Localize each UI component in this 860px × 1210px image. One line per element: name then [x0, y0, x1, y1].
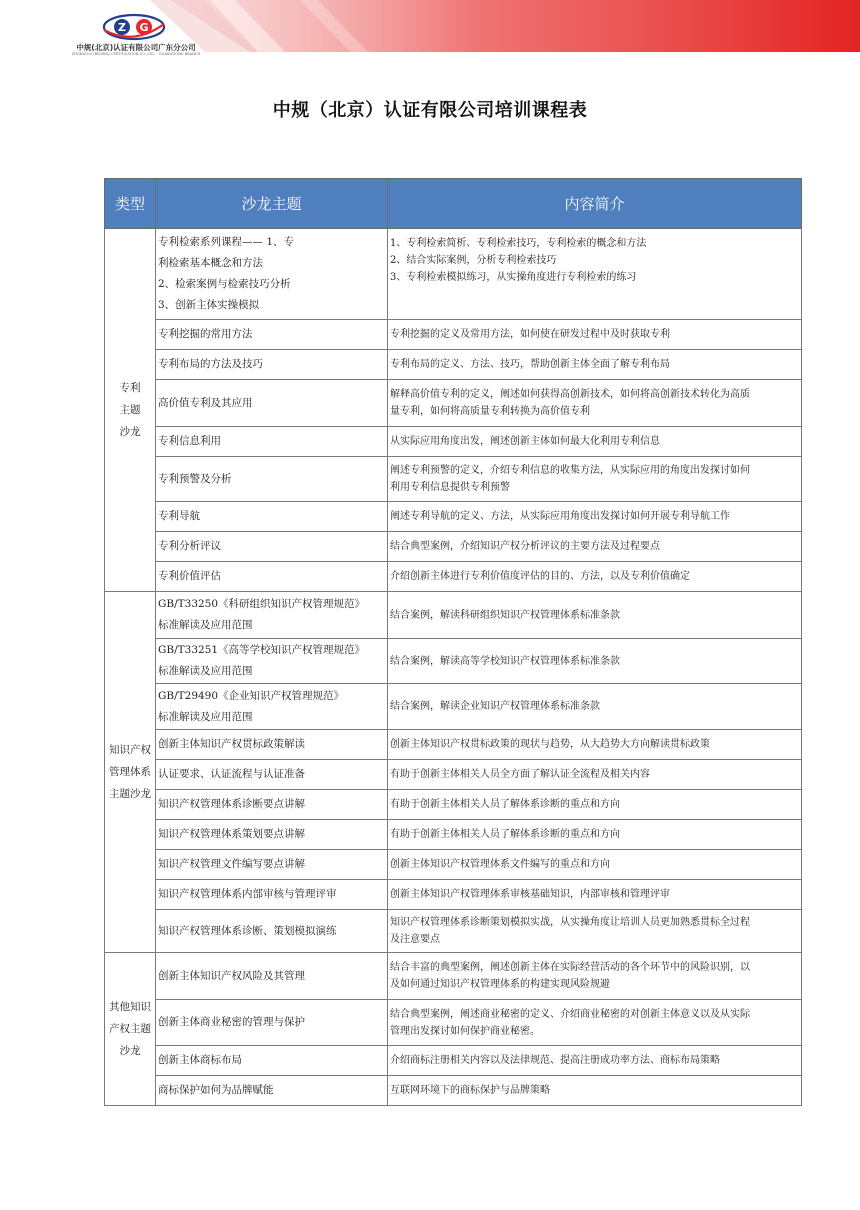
column-header-intro: 内容简介 — [388, 179, 802, 229]
cell-line: GB/T33250《科研组织知识产权管理规范》 — [158, 598, 366, 610]
cell-line: 标准解读及应用范围 — [158, 665, 253, 677]
table-row — [105, 380, 802, 427]
cell-line: 知识产权管理体系诊断要点讲解 — [158, 798, 305, 810]
topic-cell — [156, 350, 388, 380]
cell-line: 专利挖掘的常用方法 — [158, 328, 253, 340]
table-row — [105, 592, 802, 639]
cell-line: 标准解读及应用范围 — [158, 710, 253, 723]
cell-line: 产权主题 — [109, 1023, 151, 1035]
course-table — [104, 178, 802, 1106]
topic-cell — [156, 820, 388, 850]
cell-line: 创新主体商业秘密的管理与保护 — [158, 1016, 305, 1028]
cell-line: GB/T33251《高等学校知识产权管理规范》 — [158, 644, 366, 656]
topic-cell — [156, 639, 388, 684]
description-cell — [388, 1000, 802, 1046]
description-cell — [388, 320, 802, 350]
category-cell — [105, 592, 156, 953]
cell-line: 管理体系 — [109, 766, 151, 778]
table-header-row — [105, 179, 802, 229]
table-row — [105, 760, 802, 790]
description-cell — [388, 427, 802, 457]
category-cell — [105, 229, 156, 592]
logo-company-cn: 中规(北京)认证有限公司广东分公司 — [76, 43, 196, 52]
topic-cell — [156, 953, 388, 1000]
topic-cell — [156, 427, 388, 457]
description-cell — [388, 910, 802, 953]
logo-company-en: ZHONGGUI (BEIJING) CERTIFICATION CO.,LTD. · GUANGDONG BRANCH — [71, 52, 201, 56]
cell-line: 高价值专利及其应用 — [158, 396, 253, 409]
cell-line: 创新主体知识产权管理体系文件编写的重点和方向 — [390, 859, 610, 870]
cell-line: 创新主体知识产权贯标政策解读 — [158, 738, 305, 750]
cell-line: GB/T29490《企业知识产权管理规范》 — [158, 689, 345, 702]
cell-line: 知识产权管理体系诊断、策划模拟演练 — [158, 924, 337, 937]
table-row — [105, 910, 802, 953]
topic-cell — [156, 592, 388, 639]
description-cell — [388, 684, 802, 730]
cell-line: 3、创新主体实操模拟 — [158, 299, 260, 311]
cell-line: 专利价值评估 — [158, 570, 221, 582]
description-cell — [388, 730, 802, 760]
cell-line: 结合案例，解读科研组织知识产权管理体系标准条款 — [390, 609, 620, 621]
cell-line: 结合典型案例，介绍知识产权分析评议的主要方法及过程要点 — [390, 541, 660, 552]
cell-line: 阐述专利导航的定义、方法，从实际应用角度出发探讨如何开展专利导航工作 — [390, 511, 730, 522]
description-cell — [388, 850, 802, 880]
table-row — [105, 502, 802, 532]
logo-mark-icon — [102, 12, 166, 42]
table-row — [105, 684, 802, 730]
cell-line: 知识产权 — [109, 744, 151, 756]
cell-line: 知识产权管理文件编写要点讲解 — [158, 858, 305, 870]
logo-letter-z: Z — [118, 21, 126, 34]
company-logo — [66, 12, 206, 60]
description-cell — [388, 380, 802, 427]
topic-cell — [156, 910, 388, 953]
description-cell — [388, 639, 802, 684]
cell-line: 专利布局的方法及技巧 — [158, 358, 263, 370]
topic-cell — [156, 380, 388, 427]
description-cell — [388, 1046, 802, 1076]
course-table-body — [105, 229, 802, 1106]
cell-line: 商标保护如何为品牌赋能 — [158, 1084, 274, 1096]
cell-line: 专利检索系列课程—— 1、专 — [158, 236, 295, 248]
table-row — [105, 850, 802, 880]
cell-line: 管理出发探讨如何保护商业秘密。 — [390, 1025, 540, 1037]
cell-line: 1、专利检索简析、专利检索技巧，专利检索的概念和方法 — [390, 238, 647, 249]
cell-line: 专利挖掘的定义及常用方法，如何使在研发过程中及时获取专利 — [390, 329, 670, 340]
topic-cell — [156, 684, 388, 730]
cell-line: 及注意要点 — [390, 934, 440, 945]
topic-cell — [156, 1046, 388, 1076]
cell-line: 专利分析评议 — [158, 540, 221, 552]
cell-line: 有助于创新主体相关人员了解体系诊断的重点和方向 — [390, 829, 620, 840]
topic-cell — [156, 790, 388, 820]
description-cell — [388, 229, 802, 320]
topic-cell — [156, 502, 388, 532]
cell-line: 专利导航 — [158, 510, 200, 522]
table-row — [105, 229, 802, 320]
cell-line: 3、专利检索模拟练习，从实操角度进行专利检索的练习 — [390, 272, 637, 283]
cell-line: 结合丰富的典型案例，阐述创新主体在实际经营活动的各个环节中的风险识别，以 — [390, 962, 750, 973]
cell-line: 创新主体知识产权管理体系审核基础知识，内部审核和管理评审 — [390, 889, 670, 900]
cell-line: 认证要求、认证流程与认证准备 — [158, 768, 305, 780]
table-row — [105, 730, 802, 760]
description-cell — [388, 820, 802, 850]
cell-line: 专利预警及分析 — [158, 472, 232, 485]
table-row — [105, 350, 802, 380]
table-row — [105, 953, 802, 1000]
cell-line: 专利信息利用 — [158, 435, 221, 447]
column-header-topic: 沙龙主题 — [156, 179, 388, 229]
column-header-type: 类型 — [105, 179, 156, 229]
table-row — [105, 1076, 802, 1106]
cell-line: 从实际应用角度出发，阐述创新主体如何最大化利用专利信息 — [390, 436, 660, 447]
topic-cell — [156, 1000, 388, 1046]
cell-line: 知识产权管理体系诊断策划模拟实战，从实操角度让培训人员更加熟悉贯标全过程 — [390, 917, 750, 928]
topic-cell — [156, 320, 388, 350]
cell-line: 解释高价值专利的定义，阐述如何获得高创新技术，如何将高创新技术转化为高质 — [390, 389, 750, 400]
description-cell — [388, 457, 802, 502]
cell-line: 有助于创新主体相关人员了解体系诊断的重点和方向 — [390, 799, 620, 810]
cell-line: 介绍创新主体进行专利价值度评估的目的、方法，以及专利价值确定 — [390, 571, 690, 582]
table-row — [105, 562, 802, 592]
description-cell — [388, 350, 802, 380]
cell-line: 专利 — [119, 382, 141, 394]
cell-line: 阐述专利预警的定义，介绍专利信息的收集方法，从实际应用的角度出发探讨如何 — [390, 465, 750, 476]
topic-cell — [156, 229, 388, 320]
description-cell — [388, 880, 802, 910]
cell-line: 2、检索案例与检索技巧分析 — [158, 278, 291, 290]
cell-line: 知识产权管理体系策划要点讲解 — [158, 828, 305, 840]
table-row — [105, 639, 802, 684]
cell-line: 标准解读及应用范围 — [158, 619, 253, 631]
table-row — [105, 880, 802, 910]
description-cell — [388, 502, 802, 532]
topic-cell — [156, 532, 388, 562]
table-row — [105, 820, 802, 850]
cell-line: 互联网环境下的商标保护与品牌策略 — [390, 1085, 550, 1096]
topic-cell — [156, 850, 388, 880]
description-cell — [388, 1076, 802, 1106]
description-cell — [388, 592, 802, 639]
topic-cell — [156, 1076, 388, 1106]
cell-line: 创新主体知识产权风险及其管理 — [158, 969, 305, 982]
cell-line: 有助于创新主体相关人员全方面了解认证全流程及相关内容 — [390, 769, 650, 780]
topic-cell — [156, 880, 388, 910]
table-row — [105, 427, 802, 457]
table-row — [105, 457, 802, 502]
table-row — [105, 1046, 802, 1076]
table-row — [105, 532, 802, 562]
cell-line: 及如何通过知识产权管理体系的构建实现风险规避 — [390, 979, 610, 990]
cell-line: 2、结合实际案例，分析专利检索技巧 — [390, 255, 557, 266]
cell-line: 其他知识 — [109, 1001, 151, 1013]
category-cell — [105, 953, 156, 1106]
cell-line: 主题 — [119, 404, 141, 416]
description-cell — [388, 760, 802, 790]
cell-line: 利用专利信息提供专利预警 — [390, 482, 510, 493]
cell-line: 创新主体商标布局 — [158, 1054, 242, 1066]
description-cell — [388, 562, 802, 592]
description-cell — [388, 953, 802, 1000]
cell-line: 专利布局的定义、方法、技巧，帮助创新主体全面了解专利布局 — [390, 359, 670, 370]
cell-line: 结合典型案例，阐述商业秘密的定义、介绍商业秘密的对创新主体意义以及从实际 — [390, 1008, 750, 1020]
topic-cell — [156, 457, 388, 502]
cell-line: 主题沙龙 — [109, 788, 151, 800]
cell-line: 量专利，如何将高质量专利转换为高价值专利 — [390, 406, 590, 417]
document-title: 中规（北京）认证有限公司培训课程表 — [272, 100, 588, 121]
cell-line: 沙龙 — [119, 1045, 141, 1057]
table-row — [105, 1000, 802, 1046]
cell-line: 沙龙 — [119, 426, 141, 438]
topic-cell — [156, 562, 388, 592]
cell-line: 利检索基本概念和方法 — [158, 257, 263, 269]
table-row — [105, 320, 802, 350]
cell-line: 创新主体知识产权贯标政策的现状与趋势，从大趋势大方向解读贯标政策 — [390, 739, 710, 750]
topic-cell — [156, 760, 388, 790]
description-cell — [388, 790, 802, 820]
cell-line: 知识产权管理体系内部审核与管理评审 — [158, 888, 337, 900]
topic-cell — [156, 730, 388, 760]
logo-letter-g: G — [139, 21, 149, 34]
description-cell — [388, 532, 802, 562]
table-row — [105, 790, 802, 820]
cell-line: 结合案例，解读企业知识产权管理体系标准条款 — [390, 701, 600, 712]
cell-line: 介绍商标注册相关内容以及法律规范、提高注册成功率方法、商标布局策略 — [390, 1055, 720, 1066]
cell-line: 结合案例，解读高等学校知识产权管理体系标准条款 — [390, 655, 620, 667]
